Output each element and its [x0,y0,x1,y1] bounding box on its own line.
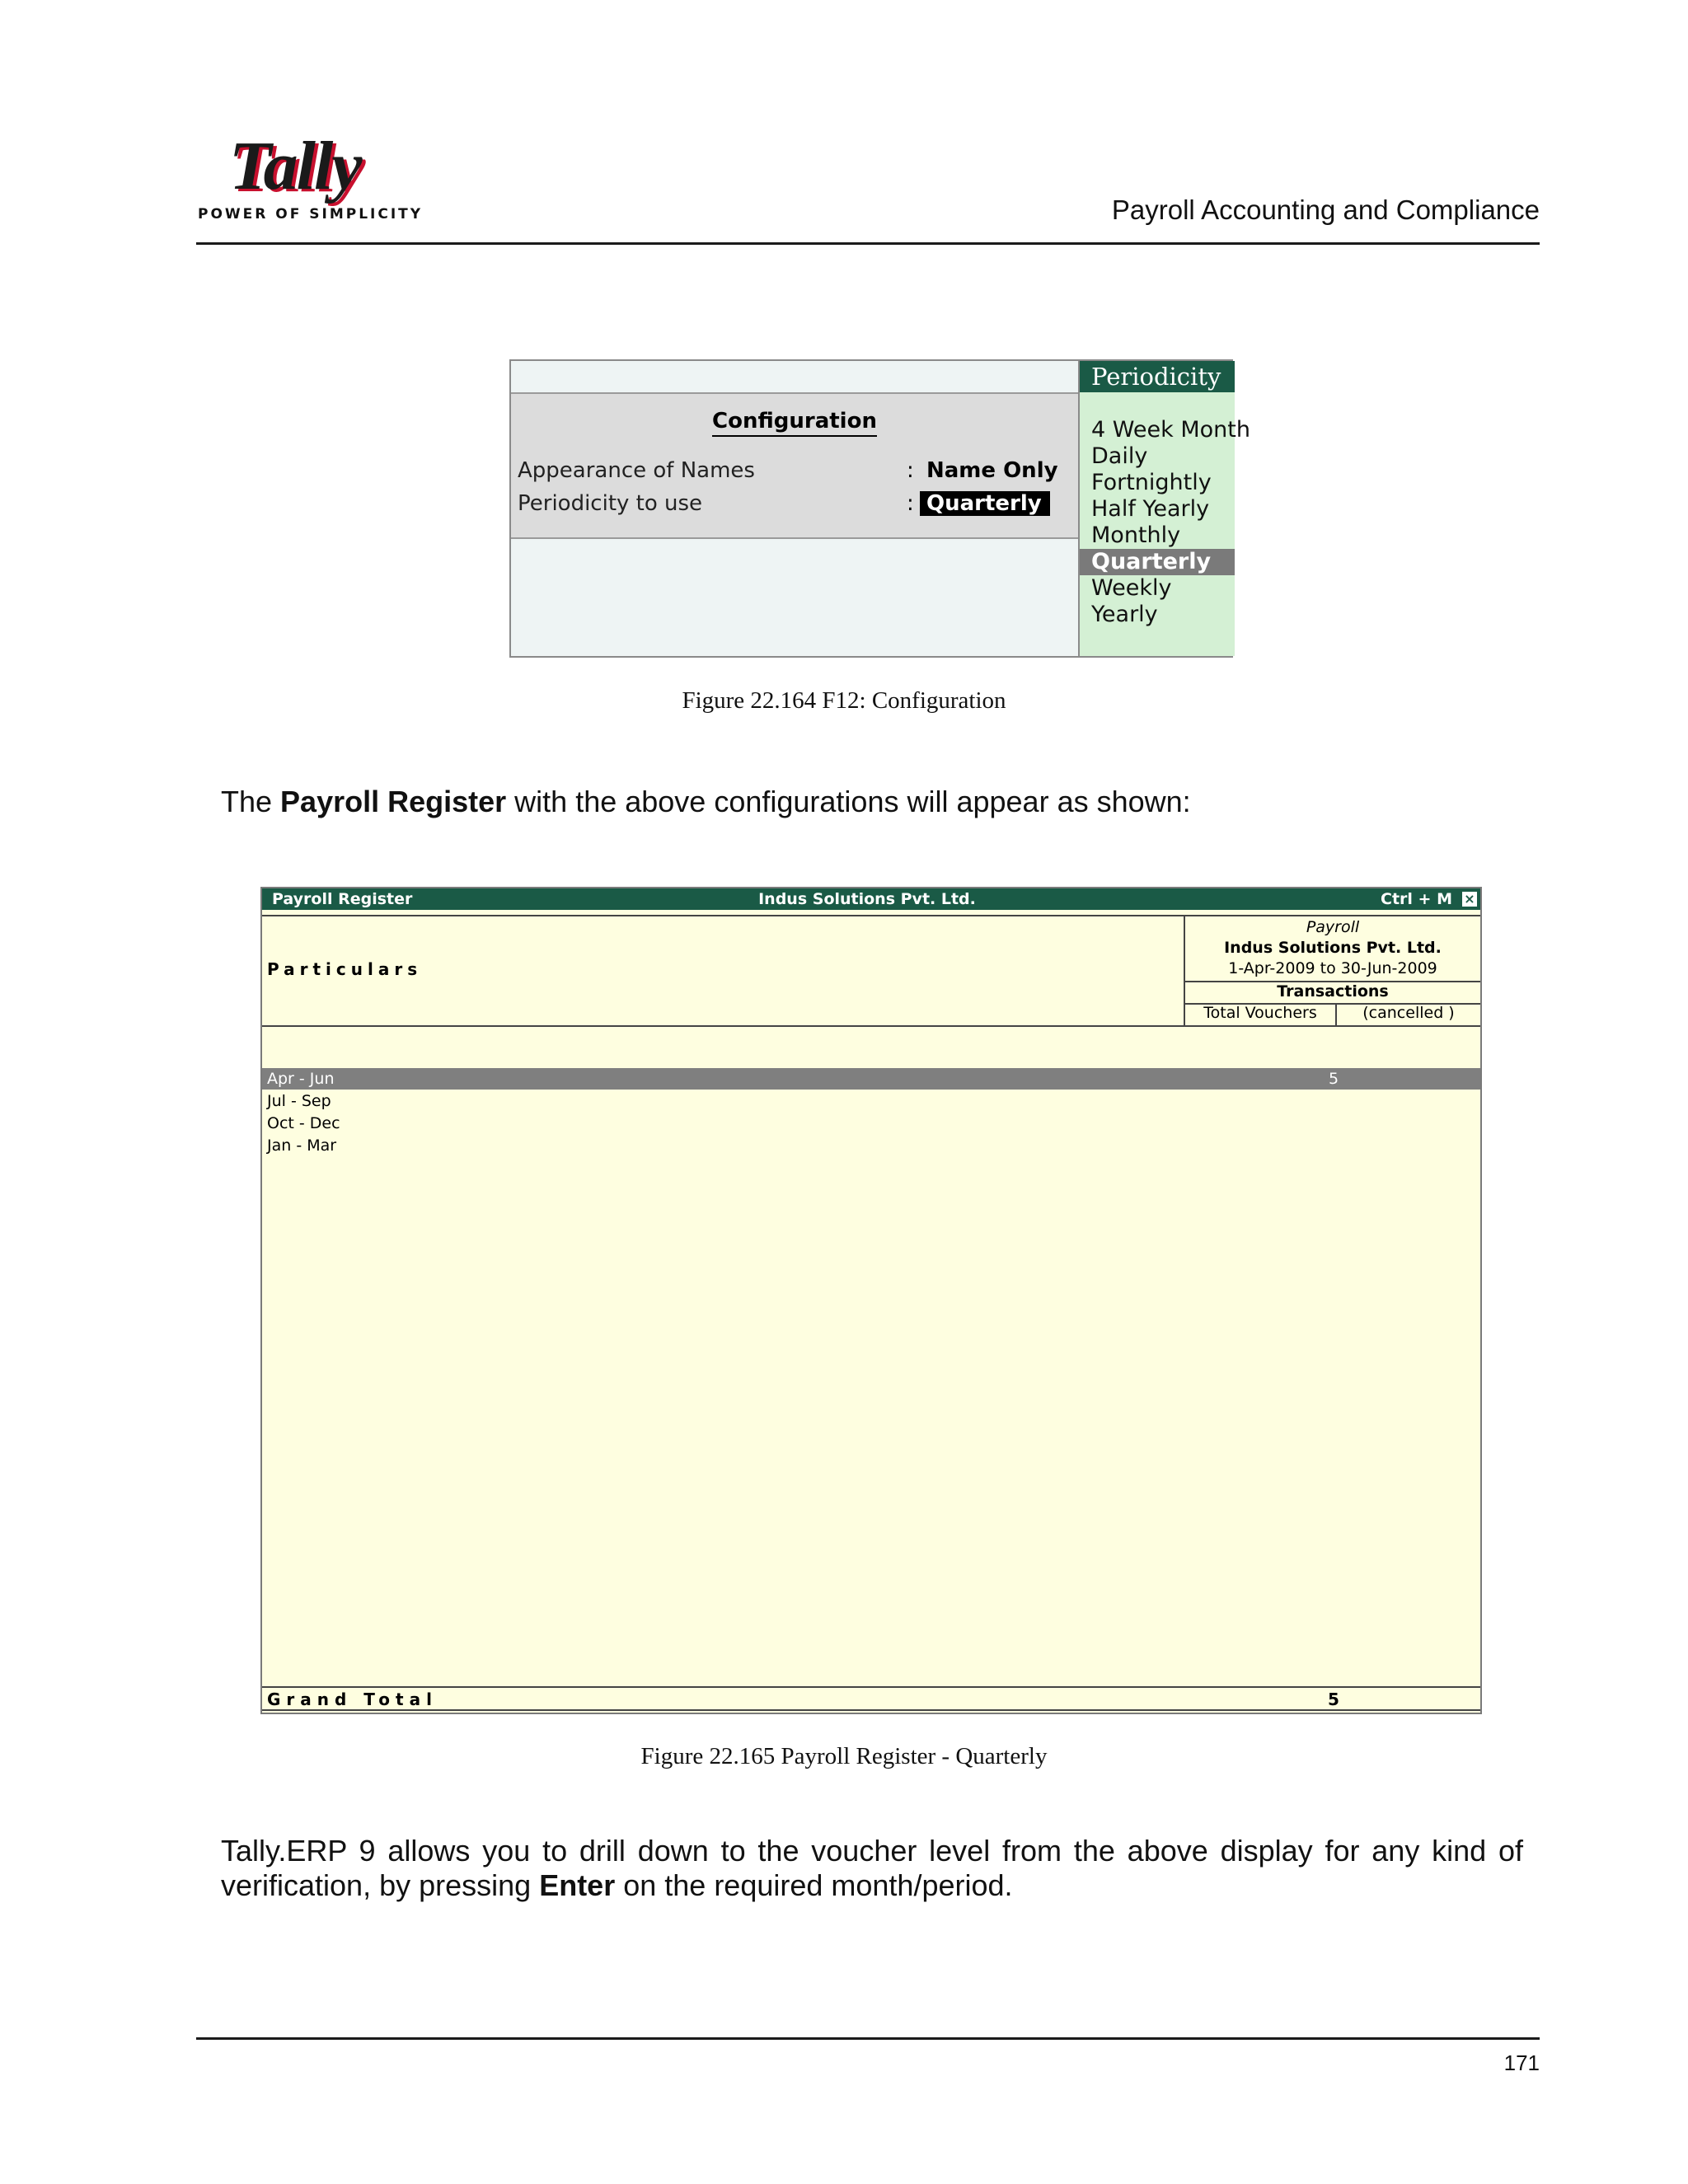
table-row[interactable]: Jul - Sep [267,1092,331,1110]
body-paragraph [221,1834,1523,1903]
periodicity-option[interactable]: Monthly [1091,523,1181,548]
grand-total-row [262,1688,1480,1711]
close-icon[interactable]: × [1462,892,1477,907]
table-row[interactable]: Oct - Dec [267,1114,340,1132]
appearance-of-names-label: Appearance of Names [518,458,755,483]
periodicity-list-panel [1078,361,1250,656]
periodicity-option-selected[interactable]: Quarterly [1080,549,1235,575]
particulars-header: Particulars [267,959,423,979]
colon-separator: : [907,491,914,516]
table-row-selected[interactable]: Apr - Jun 5 [262,1068,1480,1090]
configuration-screen [509,359,1250,658]
periodicity-option[interactable]: Yearly [1091,602,1158,627]
payroll-register-screen [260,887,1482,1714]
transactions-header: Transactions [1277,982,1389,1001]
cancelled-header: (cancelled ) [1362,1004,1455,1022]
table-row[interactable]: Jan - Mar [267,1137,337,1155]
footer-rule [196,2037,1540,2040]
periodicity-option[interactable]: 4 Week Month [1091,417,1250,443]
figure-caption: Figure 22.165 Payroll Register - Quarterly [640,1743,1048,1769]
paragraph-line: verification, by pressing Enter on the required month/period. [221,1868,1013,1902]
header-rule [196,242,1540,245]
periodicity-to-use-field[interactable]: Quarterly [920,491,1050,516]
column-head-period: 1-Apr-2009 to 30-Jun-2009 [1228,959,1437,977]
periodicity-option[interactable]: Fortnightly [1091,470,1212,495]
grand-total-label: Grand Total [267,1690,438,1709]
appearance-of-names-value[interactable]: Name Only [926,458,1058,483]
header-bottom-divider [262,1025,1480,1027]
periodicity-to-use-label: Periodicity to use [518,491,703,516]
grand-total-value: 5 [1328,1690,1339,1709]
configuration-title: Configuration [511,409,1078,434]
periodicity-option[interactable]: Weekly [1091,575,1172,601]
page-number: 171 [1503,2050,1540,2075]
colon-separator: : [907,458,914,483]
title-bar [262,888,1480,910]
figure-caption: Figure 22.164 F12: Configuration [682,687,1006,714]
total-bottom-divider [262,1709,1480,1711]
periodicity-heading: Periodicity [1080,361,1235,392]
report-title: Payroll Register [272,890,413,908]
header-divider [262,915,1480,916]
section-title: Payroll Accounting and Compliance [1111,194,1540,225]
body-paragraph: The Payroll Register with the above configurations will appear as shown: [221,785,1191,818]
shortcut-hint: Ctrl + M [1381,890,1452,908]
configuration-panel [511,392,1078,539]
company-name-title: Indus Solutions Pvt. Ltd. [758,890,976,908]
paragraph-line: Tally.ERP 9 allows you to drill down to the voucher level from the above display for any kind of [221,1834,1523,1868]
periodicity-option[interactable]: Daily [1091,443,1148,469]
periodicity-options [1080,417,1250,628]
tally-logo [196,128,424,224]
column-head-payroll: Payroll [1306,918,1360,936]
total-vouchers-header: Total Vouchers [1203,1004,1317,1022]
logo-wordmark: Tally [229,128,361,204]
logo-tagline: POWER OF SIMPLICITY [198,206,424,223]
column-head-company: Indus Solutions Pvt. Ltd. [1224,939,1442,957]
periodicity-option[interactable]: Half Yearly [1091,496,1210,522]
